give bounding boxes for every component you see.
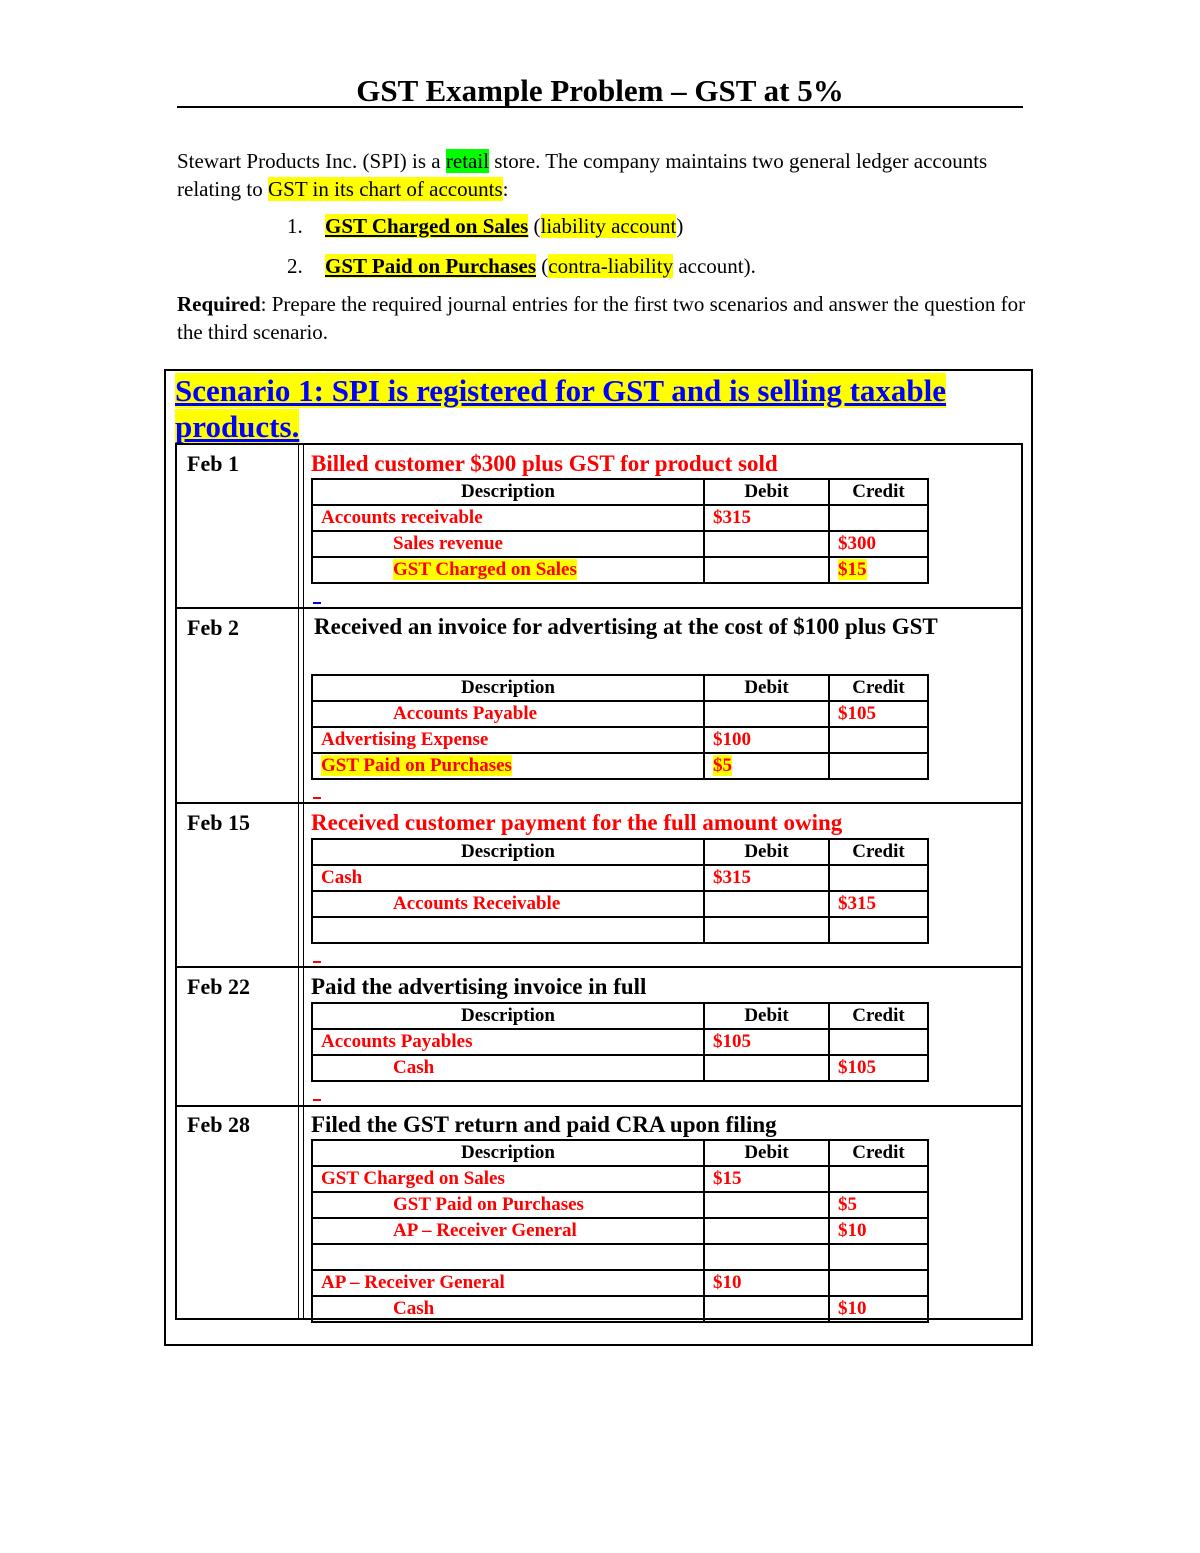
table-row xyxy=(312,701,928,727)
table-row xyxy=(312,865,928,891)
table-row xyxy=(312,1244,928,1270)
journal-table xyxy=(311,478,929,584)
intro-text-2: store. The company maintains two general ledger accounts relating to xyxy=(177,149,988,201)
table-row xyxy=(312,917,928,943)
intro-text-1: Stewart Products Inc. (SPI) is a xyxy=(177,149,446,173)
row-description-text: GST Charged on Sales xyxy=(393,559,577,580)
row-credit: $10 xyxy=(829,1218,928,1244)
row-credit xyxy=(829,557,928,583)
table-row xyxy=(312,1192,928,1218)
header-credit: Credit xyxy=(829,1140,928,1166)
row-debit: $10 xyxy=(704,1270,829,1296)
row-credit: $5 xyxy=(829,1192,928,1218)
table-row xyxy=(312,1296,928,1322)
list-number: 1. xyxy=(287,214,303,238)
list-number: 2. xyxy=(287,254,303,278)
header-description: Description xyxy=(312,479,704,505)
entry-date: Feb 1 xyxy=(187,451,239,476)
entry-title: Filed the GST return and paid CRA upon filing xyxy=(311,1112,777,1137)
row-description: Accounts Receivable xyxy=(312,891,704,917)
table-row xyxy=(312,1166,928,1192)
entry-title: Paid the advertising invoice in full xyxy=(311,974,647,999)
row-debit xyxy=(704,1296,829,1322)
row-debit-text: $5 xyxy=(713,755,732,776)
table-row xyxy=(312,753,928,779)
row-credit: $300 xyxy=(829,531,928,557)
row-credit xyxy=(829,917,928,943)
title-rule xyxy=(177,106,1023,108)
row-description xyxy=(312,917,704,943)
table-row xyxy=(312,557,928,583)
entry-date: Feb 22 xyxy=(187,974,250,999)
header-debit: Debit xyxy=(704,479,829,505)
table-row xyxy=(312,1055,928,1081)
header-credit: Credit xyxy=(829,839,928,865)
row-credit xyxy=(829,1244,928,1270)
row-credit xyxy=(829,865,928,891)
header-credit: Credit xyxy=(829,675,928,701)
row-debit xyxy=(704,1244,829,1270)
list-account-name: GST Charged on Sales xyxy=(325,214,529,238)
entry-date: Feb 28 xyxy=(187,1112,250,1137)
row-credit xyxy=(829,505,928,531)
row-description: AP – Receiver General xyxy=(312,1218,704,1244)
header-debit: Debit xyxy=(704,675,829,701)
list-note: liability account xyxy=(540,214,677,238)
row-debit xyxy=(704,1055,829,1081)
table-row xyxy=(312,1029,928,1055)
list-note: contra-liability xyxy=(548,254,674,278)
list-paren-open: ( xyxy=(528,214,541,238)
row-debit: $105 xyxy=(704,1029,829,1055)
journal-entries-table xyxy=(175,443,1023,1320)
row-debit xyxy=(704,1192,829,1218)
row-credit: $105 xyxy=(829,1055,928,1081)
list-paren-close: account). xyxy=(673,254,756,278)
row-credit xyxy=(829,1029,928,1055)
header-description: Description xyxy=(312,1140,704,1166)
entry-marker xyxy=(313,1099,321,1101)
row-credit: $315 xyxy=(829,891,928,917)
row-description: GST Charged on Sales xyxy=(312,1166,704,1192)
intro-text-3: GST in its chart of accounts xyxy=(267,177,503,201)
entry-marker xyxy=(313,797,321,799)
intro-paragraph xyxy=(177,147,1027,203)
journal-table xyxy=(311,674,929,780)
page-title: GST Example Problem – GST at 5% xyxy=(356,73,844,108)
entry-title: Received an invoice for advertising at the cost of $100 plus GST xyxy=(314,614,938,639)
row-description: Accounts Payable xyxy=(312,701,704,727)
row-description: Sales revenue xyxy=(312,531,704,557)
table-row xyxy=(312,727,928,753)
entry-separator xyxy=(177,607,1021,609)
table-row xyxy=(312,1218,928,1244)
list-paren-open: ( xyxy=(536,254,549,278)
table-header-row xyxy=(312,839,928,865)
column-divider xyxy=(298,445,304,1318)
table-header-row xyxy=(312,479,928,505)
row-description: Accounts Payables xyxy=(312,1029,704,1055)
row-debit: $100 xyxy=(704,727,829,753)
row-debit xyxy=(704,891,829,917)
row-debit xyxy=(704,701,829,727)
header-description: Description xyxy=(312,675,704,701)
header-debit: Debit xyxy=(704,839,829,865)
row-debit xyxy=(704,917,829,943)
entry-date: Feb 2 xyxy=(187,615,239,640)
entry-separator xyxy=(177,966,1021,968)
row-description xyxy=(312,557,704,583)
intro-retail: retail xyxy=(445,149,490,173)
row-debit: $15 xyxy=(704,1166,829,1192)
table-row xyxy=(312,891,928,917)
row-credit-text: $15 xyxy=(838,559,867,580)
row-description: Cash xyxy=(312,1296,704,1322)
table-header-row xyxy=(312,1140,928,1166)
row-credit xyxy=(829,1270,928,1296)
journal-table xyxy=(311,838,929,944)
entry-title: Received customer payment for the full amount owing xyxy=(311,810,843,835)
row-description: Accounts receivable xyxy=(312,505,704,531)
journal-table xyxy=(311,1002,929,1082)
row-description: Cash xyxy=(312,1055,704,1081)
entry-marker xyxy=(313,961,321,963)
header-description: Description xyxy=(312,1003,704,1029)
entry-date: Feb 15 xyxy=(187,810,250,835)
entry-marker xyxy=(313,602,321,604)
scenario-title xyxy=(175,373,995,445)
header-description: Description xyxy=(312,839,704,865)
row-debit: $315 xyxy=(704,865,829,891)
entry-separator xyxy=(177,802,1021,804)
row-credit xyxy=(829,753,928,779)
required-paragraph xyxy=(177,290,1027,346)
intro-text-4: : xyxy=(502,177,509,201)
row-credit: $105 xyxy=(829,701,928,727)
entry-title: Billed customer $300 plus GST for product sold xyxy=(311,451,778,476)
list-account-name: GST Paid on Purchases xyxy=(325,254,537,278)
required-text: : Prepare the required journal entries for the first two scenarios and answer the question for the third scenario. xyxy=(177,292,1026,344)
row-debit xyxy=(704,557,829,583)
row-debit xyxy=(704,1218,829,1244)
row-description-text: GST Paid on Purchases xyxy=(321,755,512,776)
table-header-row xyxy=(312,675,928,701)
row-credit xyxy=(829,1166,928,1192)
row-debit xyxy=(704,531,829,557)
row-description: Advertising Expense xyxy=(312,727,704,753)
row-credit: $10 xyxy=(829,1296,928,1322)
header-credit: Credit xyxy=(829,1003,928,1029)
header-credit: Credit xyxy=(829,479,928,505)
entry-separator xyxy=(177,1105,1021,1107)
header-debit: Debit xyxy=(704,1140,829,1166)
row-description xyxy=(312,753,704,779)
journal-table xyxy=(311,1139,929,1323)
row-description: Cash xyxy=(312,865,704,891)
row-description: GST Paid on Purchases xyxy=(312,1192,704,1218)
list-paren-close: ) xyxy=(676,214,684,238)
table-header-row xyxy=(312,1003,928,1029)
required-label: Required xyxy=(177,292,261,316)
row-description: AP – Receiver General xyxy=(312,1270,704,1296)
row-credit xyxy=(829,727,928,753)
scenario-title-text: Scenario 1: SPI is registered for GST and is selling taxable products. xyxy=(175,373,947,444)
row-debit: $315 xyxy=(704,505,829,531)
table-row xyxy=(312,1270,928,1296)
row-debit xyxy=(704,753,829,779)
table-row xyxy=(312,531,928,557)
table-row xyxy=(312,505,928,531)
row-description xyxy=(312,1244,704,1270)
header-debit: Debit xyxy=(704,1003,829,1029)
